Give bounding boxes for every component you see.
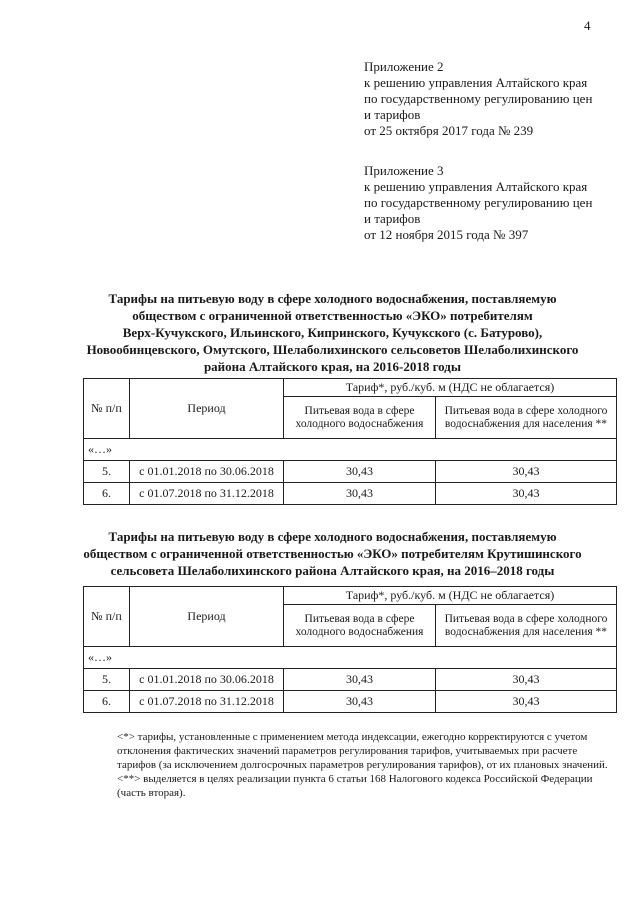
row-value-water: 30,43 <box>284 483 436 505</box>
table-row <box>84 669 617 691</box>
row-value-water-population: 30,43 <box>436 461 617 483</box>
tariff-table-1 <box>83 378 617 505</box>
row-value-water-population: 30,43 <box>436 669 617 691</box>
annex-3-heading <box>364 163 592 243</box>
row-value-water: 30,43 <box>284 691 436 713</box>
section-1-title-line: обществом с ограниченной ответственностью «ЭКО» потребителям <box>132 308 533 323</box>
annex-3-line: Приложение 3 <box>364 163 444 178</box>
col-header-water: Питьевая вода в сфере холодного водоснабжения <box>284 605 436 647</box>
section-1-title <box>60 290 605 375</box>
row-value-water: 30,43 <box>284 461 436 483</box>
row-period: с 01.01.2018 по 30.06.2018 <box>130 669 284 691</box>
section-2-title-line: сельсовета Шелаболихинского района Алтайского края, на 2016–2018 годы <box>110 563 555 578</box>
row-value-water-population: 30,43 <box>436 483 617 505</box>
page-number: 4 <box>584 18 591 33</box>
col-header-water-population: Питьевая вода в сфере холодного водоснабжения для населения ** <box>436 605 617 647</box>
section-2-title-line: обществом с ограниченной ответственностью «ЭКО» потребителям Крутишинского <box>83 546 582 561</box>
annex-3-line: от 12 ноября 2015 года № 397 <box>364 227 529 242</box>
ellipsis-row: «…» <box>84 439 617 461</box>
annex-2-line: к решению управления Алтайского края <box>364 75 588 90</box>
annex-2-line: Приложение 2 <box>364 59 444 74</box>
annex-3-line: по государственному регулированию цен <box>364 195 593 210</box>
section-1-title-line: Верх-Кучукского, Ильинского, Кипринского, Кучукского (с. Батурово), <box>122 325 543 340</box>
col-header-water: Питьевая вода в сфере холодного водоснабжения <box>284 397 436 439</box>
col-header-water-population: Питьевая вода в сфере холодного водоснабжения для населения ** <box>436 397 617 439</box>
row-value-water-population: 30,43 <box>436 691 617 713</box>
section-1-title-line: Тарифы на питьевую воду в сфере холодного водоснабжения, поставляемую <box>108 291 557 306</box>
row-value-water: 30,43 <box>284 669 436 691</box>
row-num: 5. <box>84 669 130 691</box>
annex-2-line: по государственному регулированию цен <box>364 91 593 106</box>
row-period: с 01.07.2018 по 31.12.2018 <box>130 483 284 505</box>
tariff-table-2 <box>83 586 617 713</box>
table-row <box>84 461 617 483</box>
section-2-title <box>60 528 605 579</box>
annex-2-heading <box>364 59 592 139</box>
col-header-tariff: Тариф*, руб./куб. м (НДС не облагается) <box>284 587 617 605</box>
col-header-num: № п/п <box>84 379 130 439</box>
col-header-period: Период <box>130 379 284 439</box>
footnotes <box>117 730 617 800</box>
col-header-period: Период <box>130 587 284 647</box>
section-1-title-line: района Алтайского края, на 2016-2018 годы <box>203 359 462 374</box>
footnote-2: <**> выделяется в целях реализации пункта 6 статьи 168 Налогового кодекса Российской Федерации (часть вторая). <box>117 773 593 799</box>
row-period: с 01.07.2018 по 31.12.2018 <box>130 691 284 713</box>
footnote-1: <*> тарифы, установленные с применением метода индексации, ежегодно корректируются с учетом отклонения фактических значений параметров регулирования тарифов, учитываемых при расчете тарифов (за исключением долгосрочных параметров регулирования тарифов), от их плановых значений. <box>117 731 608 771</box>
table-row <box>84 691 617 713</box>
col-header-num: № п/п <box>84 587 130 647</box>
section-1-title-line: Новообинцевского, Омутского, Шелаболихинского сельсоветов Шелаболихинского <box>86 342 579 357</box>
table-row <box>84 483 617 505</box>
annex-2-line: и тарифов <box>364 107 421 122</box>
row-period: с 01.01.2018 по 30.06.2018 <box>130 461 284 483</box>
row-num: 5. <box>84 461 130 483</box>
annex-3-line: и тарифов <box>364 211 421 226</box>
annex-3-line: к решению управления Алтайского края <box>364 179 588 194</box>
row-num: 6. <box>84 691 130 713</box>
ellipsis-row: «…» <box>84 647 617 669</box>
annex-2-line: от 25 октября 2017 года № 239 <box>364 123 534 138</box>
row-num: 6. <box>84 483 130 505</box>
section-2-title-line: Тарифы на питьевую воду в сфере холодного водоснабжения, поставляемую <box>108 529 557 544</box>
col-header-tariff: Тариф*, руб./куб. м (НДС не облагается) <box>284 379 617 397</box>
